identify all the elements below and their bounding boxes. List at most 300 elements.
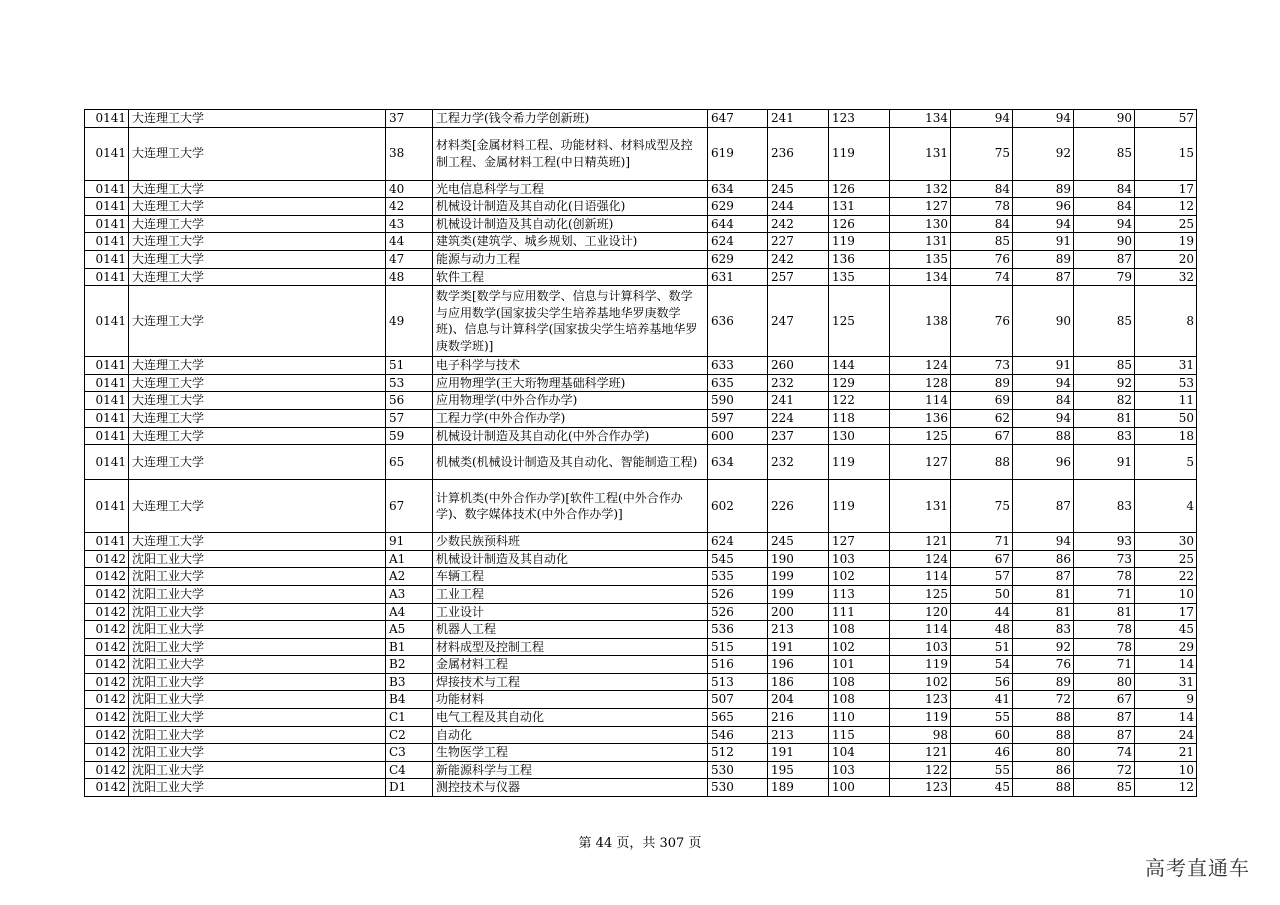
total-score-cell: 631 [708, 268, 768, 286]
major-name-cell: 建筑类(建筑学、城乡规划、工业设计) [433, 233, 708, 251]
col-score-4-cell: 45 [951, 779, 1013, 797]
major-code-cell: C1 [386, 709, 433, 727]
col-count-cell: 20 [1135, 250, 1197, 268]
total-score-cell: 526 [708, 603, 768, 621]
col-score-1-cell: 189 [768, 779, 829, 797]
col-score-4-cell: 78 [951, 198, 1013, 216]
school-name-cell: 大连理工大学 [129, 409, 386, 427]
school-name-cell: 大连理工大学 [129, 445, 386, 480]
col-score-3-cell: 136 [890, 409, 951, 427]
table-row [85, 779, 1197, 797]
col-score-3-cell: 138 [890, 286, 951, 357]
major-code-cell: A5 [386, 621, 433, 639]
table-row [85, 709, 1197, 727]
major-name-cell: 软件工程 [433, 268, 708, 286]
major-name-cell: 数学类[数学与应用数学、信息与计算科学、数学与应用数学(国家拔尖学生培养基地华罗庚数学班)、信息与计算科学(国家拔尖学生培养基地华罗庚数学班)] [433, 286, 708, 357]
col-score-3-cell: 131 [890, 127, 951, 180]
col-score-3-cell: 120 [890, 603, 951, 621]
major-code-cell: 40 [386, 180, 433, 198]
col-score-2-cell: 118 [829, 409, 890, 427]
major-code-cell: A2 [386, 568, 433, 586]
col-score-3-cell: 123 [890, 691, 951, 709]
major-name-cell: 工业工程 [433, 585, 708, 603]
major-name-cell: 机械设计制造及其自动化(创新班) [433, 215, 708, 233]
col-score-2-cell: 102 [829, 568, 890, 586]
major-code-cell: 43 [386, 215, 433, 233]
col-count-cell: 4 [1135, 480, 1197, 533]
col-score-6-cell: 67 [1074, 691, 1135, 709]
school-code-cell: 0142 [85, 709, 129, 727]
col-score-4-cell: 74 [951, 268, 1013, 286]
major-name-cell: 工程力学(中外合作办学) [433, 409, 708, 427]
col-count-cell: 50 [1135, 409, 1197, 427]
school-name-cell: 大连理工大学 [129, 533, 386, 551]
col-score-5-cell: 94 [1013, 409, 1074, 427]
col-score-4-cell: 84 [951, 180, 1013, 198]
col-score-5-cell: 96 [1013, 445, 1074, 480]
col-score-6-cell: 90 [1074, 233, 1135, 251]
col-score-2-cell: 130 [829, 427, 890, 445]
col-score-4-cell: 55 [951, 709, 1013, 727]
major-code-cell: 44 [386, 233, 433, 251]
col-score-3-cell: 103 [890, 638, 951, 656]
major-name-cell: 应用物理学(王大珩物理基础科学班) [433, 374, 708, 392]
col-score-1-cell: 190 [768, 550, 829, 568]
table-row [85, 744, 1197, 762]
school-name-cell: 沈阳工业大学 [129, 585, 386, 603]
school-code-cell: 0142 [85, 656, 129, 674]
school-name-cell: 沈阳工业大学 [129, 638, 386, 656]
col-score-2-cell: 126 [829, 180, 890, 198]
total-score-cell: 644 [708, 215, 768, 233]
col-score-3-cell: 134 [890, 110, 951, 128]
school-code-cell: 0141 [85, 268, 129, 286]
total-score-cell: 526 [708, 585, 768, 603]
col-score-6-cell: 90 [1074, 110, 1135, 128]
school-name-cell: 沈阳工业大学 [129, 550, 386, 568]
col-score-3-cell: 131 [890, 233, 951, 251]
col-score-4-cell: 41 [951, 691, 1013, 709]
total-score-cell: 636 [708, 286, 768, 357]
col-score-3-cell: 127 [890, 445, 951, 480]
total-score-cell: 515 [708, 638, 768, 656]
school-name-cell: 大连理工大学 [129, 180, 386, 198]
col-score-3-cell: 114 [890, 392, 951, 410]
table-row [85, 638, 1197, 656]
col-score-1-cell: 195 [768, 761, 829, 779]
col-score-1-cell: 227 [768, 233, 829, 251]
col-score-2-cell: 119 [829, 445, 890, 480]
col-score-4-cell: 62 [951, 409, 1013, 427]
school-name-cell: 大连理工大学 [129, 233, 386, 251]
col-count-cell: 57 [1135, 110, 1197, 128]
table-row [85, 445, 1197, 480]
col-score-6-cell: 87 [1074, 250, 1135, 268]
col-score-1-cell: 237 [768, 427, 829, 445]
col-score-4-cell: 94 [951, 110, 1013, 128]
col-score-6-cell: 81 [1074, 603, 1135, 621]
col-count-cell: 12 [1135, 779, 1197, 797]
col-score-5-cell: 89 [1013, 250, 1074, 268]
col-score-1-cell: 224 [768, 409, 829, 427]
col-score-1-cell: 213 [768, 726, 829, 744]
total-score-cell: 565 [708, 709, 768, 727]
col-score-2-cell: 102 [829, 638, 890, 656]
major-code-cell: 42 [386, 198, 433, 216]
major-code-cell: C3 [386, 744, 433, 762]
col-score-2-cell: 110 [829, 709, 890, 727]
col-score-1-cell: 247 [768, 286, 829, 357]
col-score-5-cell: 87 [1013, 480, 1074, 533]
col-score-4-cell: 76 [951, 250, 1013, 268]
col-score-5-cell: 88 [1013, 726, 1074, 744]
school-name-cell: 沈阳工业大学 [129, 568, 386, 586]
major-code-cell: 51 [386, 357, 433, 375]
major-name-cell: 机械类(机械设计制造及其自动化、智能制造工程) [433, 445, 708, 480]
col-score-3-cell: 127 [890, 198, 951, 216]
col-score-6-cell: 78 [1074, 638, 1135, 656]
major-code-cell: 38 [386, 127, 433, 180]
col-score-3-cell: 114 [890, 568, 951, 586]
school-name-cell: 大连理工大学 [129, 357, 386, 375]
col-score-2-cell: 119 [829, 480, 890, 533]
score-table-body [85, 110, 1197, 797]
school-name-cell: 沈阳工业大学 [129, 744, 386, 762]
major-name-cell: 金属材料工程 [433, 656, 708, 674]
total-score-cell: 536 [708, 621, 768, 639]
major-code-cell: 91 [386, 533, 433, 551]
total-score-cell: 507 [708, 691, 768, 709]
col-score-1-cell: 213 [768, 621, 829, 639]
col-score-4-cell: 67 [951, 427, 1013, 445]
table-row [85, 286, 1197, 357]
col-count-cell: 25 [1135, 215, 1197, 233]
col-score-3-cell: 114 [890, 621, 951, 639]
major-name-cell: 生物医学工程 [433, 744, 708, 762]
col-score-5-cell: 92 [1013, 127, 1074, 180]
school-code-cell: 0142 [85, 585, 129, 603]
school-code-cell: 0142 [85, 726, 129, 744]
col-score-5-cell: 96 [1013, 198, 1074, 216]
school-name-cell: 沈阳工业大学 [129, 603, 386, 621]
school-code-cell: 0141 [85, 357, 129, 375]
col-score-6-cell: 71 [1074, 656, 1135, 674]
col-score-2-cell: 103 [829, 550, 890, 568]
col-score-5-cell: 87 [1013, 268, 1074, 286]
school-code-cell: 0141 [85, 233, 129, 251]
col-score-1-cell: 191 [768, 638, 829, 656]
col-count-cell: 15 [1135, 127, 1197, 180]
table-row [85, 127, 1197, 180]
col-score-4-cell: 76 [951, 286, 1013, 357]
major-code-cell: 57 [386, 409, 433, 427]
school-code-cell: 0142 [85, 568, 129, 586]
watermark-logo: 高考直通车 [1145, 856, 1250, 880]
col-count-cell: 25 [1135, 550, 1197, 568]
col-count-cell: 21 [1135, 744, 1197, 762]
col-score-5-cell: 81 [1013, 585, 1074, 603]
major-code-cell: B4 [386, 691, 433, 709]
school-code-cell: 0141 [85, 533, 129, 551]
table-row [85, 726, 1197, 744]
school-name-cell: 沈阳工业大学 [129, 779, 386, 797]
col-score-4-cell: 55 [951, 761, 1013, 779]
col-score-5-cell: 94 [1013, 215, 1074, 233]
table-row [85, 480, 1197, 533]
col-score-2-cell: 108 [829, 673, 890, 691]
col-score-3-cell: 130 [890, 215, 951, 233]
total-score-cell: 512 [708, 744, 768, 762]
school-code-cell: 0141 [85, 480, 129, 533]
col-score-1-cell: 242 [768, 215, 829, 233]
col-score-1-cell: 204 [768, 691, 829, 709]
school-code-cell: 0142 [85, 761, 129, 779]
table-row [85, 568, 1197, 586]
col-score-1-cell: 260 [768, 357, 829, 375]
school-name-cell: 沈阳工业大学 [129, 709, 386, 727]
total-score-cell: 647 [708, 110, 768, 128]
col-count-cell: 5 [1135, 445, 1197, 480]
table-row [85, 357, 1197, 375]
school-code-cell: 0142 [85, 744, 129, 762]
col-score-3-cell: 125 [890, 585, 951, 603]
major-code-cell: A1 [386, 550, 433, 568]
table-row [85, 427, 1197, 445]
major-name-cell: 机械设计制造及其自动化 [433, 550, 708, 568]
col-score-5-cell: 81 [1013, 603, 1074, 621]
school-name-cell: 大连理工大学 [129, 286, 386, 357]
col-score-2-cell: 144 [829, 357, 890, 375]
total-score-cell: 635 [708, 374, 768, 392]
col-score-5-cell: 91 [1013, 233, 1074, 251]
col-score-2-cell: 127 [829, 533, 890, 551]
col-count-cell: 53 [1135, 374, 1197, 392]
col-score-3-cell: 122 [890, 761, 951, 779]
col-score-5-cell: 83 [1013, 621, 1074, 639]
table-row [85, 673, 1197, 691]
col-score-5-cell: 89 [1013, 673, 1074, 691]
col-score-3-cell: 98 [890, 726, 951, 744]
col-score-1-cell: 236 [768, 127, 829, 180]
col-score-3-cell: 134 [890, 268, 951, 286]
school-name-cell: 大连理工大学 [129, 392, 386, 410]
col-score-4-cell: 85 [951, 233, 1013, 251]
col-score-6-cell: 78 [1074, 568, 1135, 586]
major-name-cell: 机械设计制造及其自动化(日语强化) [433, 198, 708, 216]
total-score-cell: 590 [708, 392, 768, 410]
major-code-cell: 65 [386, 445, 433, 480]
major-code-cell: 37 [386, 110, 433, 128]
col-score-1-cell: 257 [768, 268, 829, 286]
school-code-cell: 0141 [85, 374, 129, 392]
col-score-6-cell: 78 [1074, 621, 1135, 639]
col-score-2-cell: 113 [829, 585, 890, 603]
total-score-cell: 629 [708, 198, 768, 216]
col-count-cell: 14 [1135, 656, 1197, 674]
school-code-cell: 0141 [85, 286, 129, 357]
school-name-cell: 大连理工大学 [129, 250, 386, 268]
col-score-1-cell: 232 [768, 445, 829, 480]
major-name-cell: 电子科学与技术 [433, 357, 708, 375]
table-row [85, 374, 1197, 392]
table-row [85, 392, 1197, 410]
col-score-4-cell: 60 [951, 726, 1013, 744]
col-score-6-cell: 84 [1074, 180, 1135, 198]
col-count-cell: 11 [1135, 392, 1197, 410]
col-score-5-cell: 88 [1013, 709, 1074, 727]
total-score-cell: 624 [708, 533, 768, 551]
major-name-cell: 应用物理学(中外合作办学) [433, 392, 708, 410]
col-score-2-cell: 103 [829, 761, 890, 779]
major-name-cell: 机器人工程 [433, 621, 708, 639]
school-name-cell: 沈阳工业大学 [129, 726, 386, 744]
school-code-cell: 0141 [85, 445, 129, 480]
col-score-6-cell: 92 [1074, 374, 1135, 392]
col-score-6-cell: 84 [1074, 198, 1135, 216]
col-score-6-cell: 81 [1074, 409, 1135, 427]
col-score-4-cell: 51 [951, 638, 1013, 656]
col-score-2-cell: 129 [829, 374, 890, 392]
school-name-cell: 大连理工大学 [129, 215, 386, 233]
school-code-cell: 0141 [85, 110, 129, 128]
col-score-6-cell: 80 [1074, 673, 1135, 691]
col-count-cell: 18 [1135, 427, 1197, 445]
col-score-2-cell: 108 [829, 621, 890, 639]
col-count-cell: 17 [1135, 180, 1197, 198]
col-score-4-cell: 75 [951, 480, 1013, 533]
major-name-cell: 车辆工程 [433, 568, 708, 586]
col-score-4-cell: 84 [951, 215, 1013, 233]
col-score-3-cell: 121 [890, 744, 951, 762]
col-score-1-cell: 196 [768, 656, 829, 674]
col-score-1-cell: 241 [768, 392, 829, 410]
col-score-4-cell: 46 [951, 744, 1013, 762]
col-score-6-cell: 93 [1074, 533, 1135, 551]
col-score-1-cell: 191 [768, 744, 829, 762]
col-count-cell: 29 [1135, 638, 1197, 656]
table-row [85, 180, 1197, 198]
major-code-cell: 56 [386, 392, 433, 410]
major-name-cell: 能源与动力工程 [433, 250, 708, 268]
col-count-cell: 9 [1135, 691, 1197, 709]
col-score-4-cell: 71 [951, 533, 1013, 551]
table-row [85, 233, 1197, 251]
school-name-cell: 大连理工大学 [129, 268, 386, 286]
col-score-3-cell: 132 [890, 180, 951, 198]
col-score-5-cell: 94 [1013, 533, 1074, 551]
col-score-2-cell: 125 [829, 286, 890, 357]
major-name-cell: 少数民族预科班 [433, 533, 708, 551]
col-score-6-cell: 85 [1074, 779, 1135, 797]
col-score-6-cell: 85 [1074, 357, 1135, 375]
col-score-3-cell: 125 [890, 427, 951, 445]
major-code-cell: 59 [386, 427, 433, 445]
total-score-cell: 597 [708, 409, 768, 427]
col-score-2-cell: 119 [829, 233, 890, 251]
major-code-cell: C2 [386, 726, 433, 744]
col-score-2-cell: 104 [829, 744, 890, 762]
school-name-cell: 沈阳工业大学 [129, 656, 386, 674]
col-score-4-cell: 57 [951, 568, 1013, 586]
major-name-cell: 材料类[金属材料工程、功能材料、材料成型及控制工程、金属材料工程(中日精英班)] [433, 127, 708, 180]
col-score-6-cell: 71 [1074, 585, 1135, 603]
table-row [85, 409, 1197, 427]
col-score-3-cell: 135 [890, 250, 951, 268]
school-code-cell: 0142 [85, 550, 129, 568]
col-score-1-cell: 199 [768, 568, 829, 586]
school-code-cell: 0141 [85, 180, 129, 198]
col-score-5-cell: 86 [1013, 550, 1074, 568]
col-score-1-cell: 242 [768, 250, 829, 268]
col-score-2-cell: 119 [829, 127, 890, 180]
col-score-3-cell: 123 [890, 779, 951, 797]
col-score-3-cell: 119 [890, 656, 951, 674]
major-name-cell: 焊接技术与工程 [433, 673, 708, 691]
major-code-cell: 67 [386, 480, 433, 533]
school-name-cell: 大连理工大学 [129, 374, 386, 392]
col-count-cell: 8 [1135, 286, 1197, 357]
col-score-2-cell: 131 [829, 198, 890, 216]
score-table [84, 109, 1197, 797]
major-code-cell: D1 [386, 779, 433, 797]
col-score-3-cell: 121 [890, 533, 951, 551]
total-score-cell: 545 [708, 550, 768, 568]
col-score-1-cell: 245 [768, 533, 829, 551]
table-row [85, 110, 1197, 128]
col-count-cell: 22 [1135, 568, 1197, 586]
major-name-cell: 工程力学(钱令希力学创新班) [433, 110, 708, 128]
col-score-4-cell: 44 [951, 603, 1013, 621]
col-score-5-cell: 92 [1013, 638, 1074, 656]
col-score-1-cell: 199 [768, 585, 829, 603]
table-row [85, 215, 1197, 233]
col-score-5-cell: 90 [1013, 286, 1074, 357]
col-score-6-cell: 74 [1074, 744, 1135, 762]
col-count-cell: 45 [1135, 621, 1197, 639]
col-count-cell: 14 [1135, 709, 1197, 727]
col-count-cell: 17 [1135, 603, 1197, 621]
col-score-6-cell: 83 [1074, 480, 1135, 533]
col-score-5-cell: 91 [1013, 357, 1074, 375]
col-score-1-cell: 241 [768, 110, 829, 128]
col-score-4-cell: 69 [951, 392, 1013, 410]
school-name-cell: 沈阳工业大学 [129, 691, 386, 709]
col-count-cell: 30 [1135, 533, 1197, 551]
col-score-1-cell: 186 [768, 673, 829, 691]
total-score-cell: 546 [708, 726, 768, 744]
col-score-4-cell: 89 [951, 374, 1013, 392]
total-score-cell: 629 [708, 250, 768, 268]
school-name-cell: 大连理工大学 [129, 198, 386, 216]
col-score-6-cell: 82 [1074, 392, 1135, 410]
table-row [85, 585, 1197, 603]
school-name-cell: 大连理工大学 [129, 480, 386, 533]
col-score-2-cell: 122 [829, 392, 890, 410]
school-name-cell: 大连理工大学 [129, 110, 386, 128]
col-score-2-cell: 111 [829, 603, 890, 621]
total-score-cell: 516 [708, 656, 768, 674]
col-score-4-cell: 54 [951, 656, 1013, 674]
major-name-cell: 机械设计制造及其自动化(中外合作办学) [433, 427, 708, 445]
school-code-cell: 0141 [85, 409, 129, 427]
col-score-5-cell: 88 [1013, 779, 1074, 797]
col-score-2-cell: 123 [829, 110, 890, 128]
table-row [85, 691, 1197, 709]
major-code-cell: B2 [386, 656, 433, 674]
col-score-1-cell: 226 [768, 480, 829, 533]
col-score-4-cell: 56 [951, 673, 1013, 691]
school-code-cell: 0141 [85, 427, 129, 445]
